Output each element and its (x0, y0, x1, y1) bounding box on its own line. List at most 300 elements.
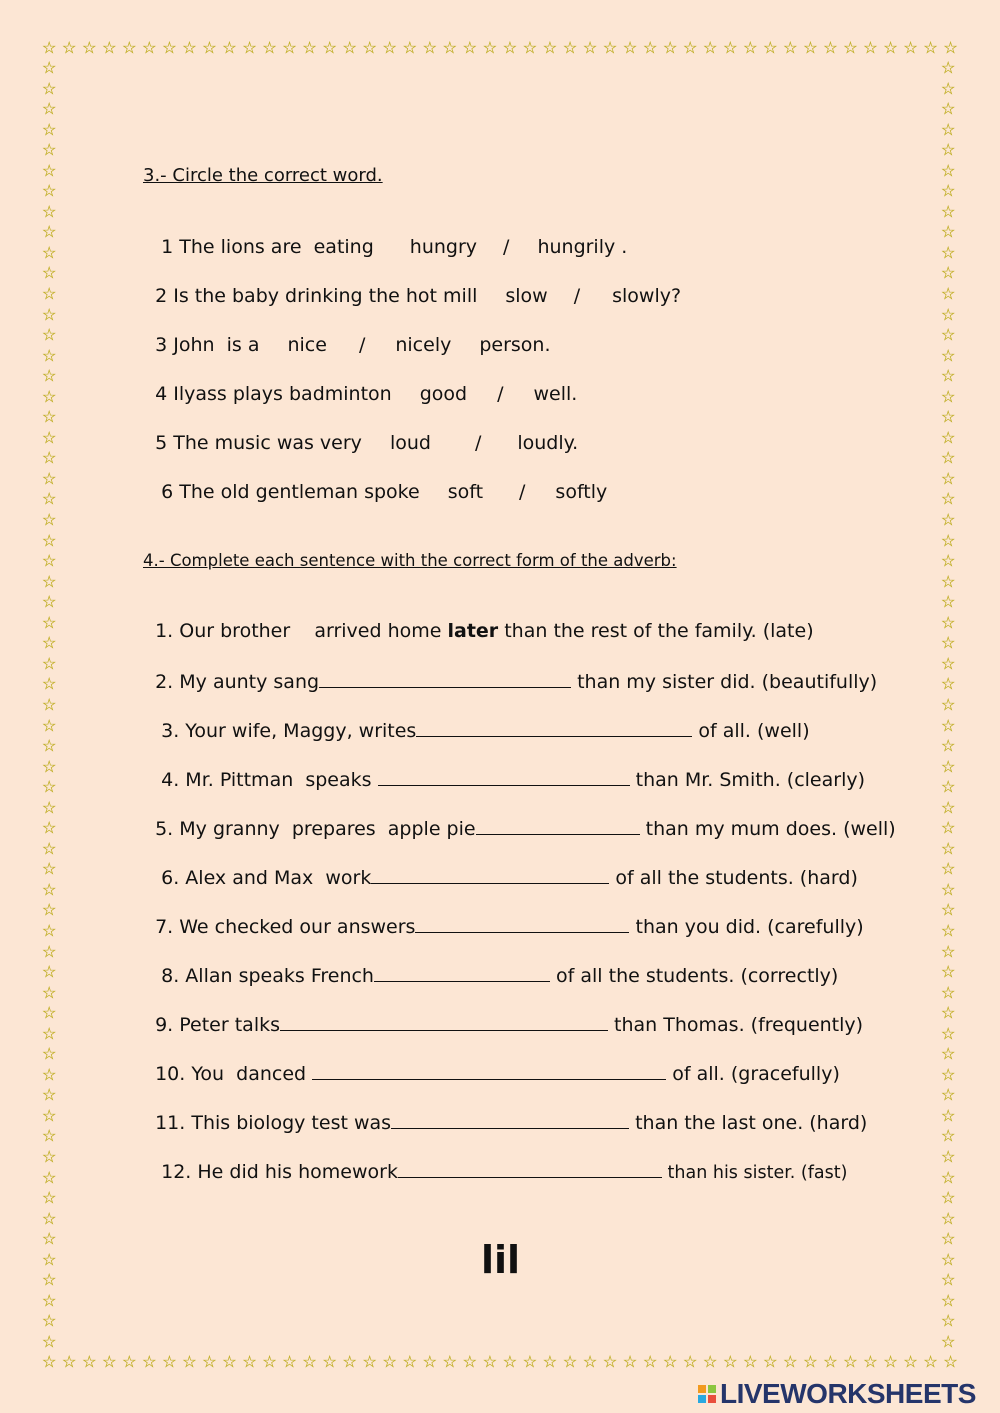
star-icon: ☆ (723, 1352, 738, 1371)
circle-item-text: 1 The lions are eating (155, 236, 374, 258)
separator: / (474, 432, 482, 454)
star-icon: ☆ (903, 38, 918, 57)
circle-item-4 (143, 361, 577, 405)
star-icon: ☆ (941, 242, 956, 262)
star-icon: ☆ (941, 345, 956, 365)
star-icon: ☆ (42, 1023, 57, 1043)
circle-item-5 (143, 410, 578, 454)
item-post: than Thomas. (frequently) (608, 1014, 864, 1036)
star-icon: ☆ (482, 38, 498, 57)
star-icon: ☆ (941, 1146, 956, 1166)
star-icon: ☆ (941, 736, 956, 756)
star-border-right (941, 60, 955, 1350)
star-icon: ☆ (422, 38, 437, 57)
option-b[interactable]: loudly. (517, 432, 579, 454)
star-icon: ☆ (42, 119, 57, 139)
complete-item-5 (143, 794, 896, 840)
star-icon: ☆ (582, 1352, 598, 1371)
item-post: than his sister. (fast) (661, 1163, 848, 1183)
star-icon: ☆ (941, 1229, 956, 1249)
separator: / (573, 285, 581, 307)
star-icon: ☆ (941, 427, 956, 447)
star-icon: ☆ (302, 1352, 317, 1371)
star-icon: ☆ (843, 38, 858, 57)
star-icon: ☆ (162, 38, 177, 57)
star-icon: ☆ (42, 1311, 57, 1331)
star-icon: ☆ (941, 181, 956, 201)
star-icon: ☆ (941, 140, 956, 160)
star-icon: ☆ (482, 1352, 498, 1371)
complete-item-8 (143, 941, 838, 987)
star-icon: ☆ (941, 510, 956, 530)
star-icon: ☆ (941, 571, 956, 591)
complete-item-6 (143, 843, 858, 889)
answer-blank[interactable] (415, 914, 629, 933)
item-post: of all the students. (correctly) (549, 965, 839, 987)
star-icon: ☆ (242, 38, 257, 57)
star-icon: ☆ (941, 1167, 956, 1187)
star-icon: ☆ (362, 38, 377, 57)
star-icon: ☆ (162, 1352, 177, 1371)
star-icon: ☆ (662, 1352, 678, 1371)
star-icon: ☆ (182, 1352, 197, 1371)
star-icon: ☆ (941, 612, 956, 632)
star-icon: ☆ (42, 1146, 57, 1166)
star-icon: ☆ (42, 530, 57, 550)
star-icon: ☆ (42, 756, 57, 776)
star-icon: ☆ (62, 38, 77, 57)
star-icon: ☆ (222, 38, 237, 57)
star-icon: ☆ (823, 38, 838, 57)
star-icon: ☆ (723, 38, 738, 57)
star-icon: ☆ (941, 325, 956, 345)
star-icon: ☆ (863, 38, 878, 57)
star-icon: ☆ (783, 1352, 798, 1371)
item-post: than you did. (carefully) (629, 916, 864, 938)
item-pre: 5. My granny prepares apple pie (155, 818, 476, 840)
star-icon: ☆ (42, 58, 57, 77)
star-icon: ☆ (542, 1352, 558, 1371)
star-icon: ☆ (42, 612, 57, 632)
star-icon: ☆ (941, 1270, 956, 1290)
item-pre: 3. Your wife, Maggy, writes (155, 720, 417, 742)
liveworksheets-brand[interactable] (698, 1378, 976, 1410)
answer-blank[interactable] (476, 816, 640, 835)
item-pre: 11. This biology test was (155, 1112, 392, 1134)
star-icon: ☆ (941, 1290, 956, 1310)
star-icon: ☆ (941, 838, 956, 858)
star-icon: ☆ (202, 1352, 217, 1371)
star-icon: ☆ (462, 38, 477, 57)
star-icon: ☆ (42, 797, 57, 817)
star-icon: ☆ (322, 1352, 337, 1371)
star-icon: ☆ (941, 448, 956, 468)
star-icon: ☆ (42, 448, 57, 468)
star-icon: ☆ (402, 38, 417, 57)
star-icon: ☆ (222, 1352, 237, 1371)
star-icon: ☆ (42, 366, 57, 386)
option-a[interactable]: loud (389, 432, 431, 454)
star-icon: ☆ (883, 38, 898, 57)
star-icon: ☆ (562, 38, 578, 57)
star-icon: ☆ (202, 38, 217, 57)
star-icon: ☆ (182, 38, 197, 57)
star-icon: ☆ (442, 38, 457, 57)
star-icon: ☆ (42, 777, 57, 797)
star-border-top (42, 40, 958, 56)
star-icon: ☆ (683, 1352, 698, 1371)
star-icon: ☆ (42, 325, 57, 345)
star-icon: ☆ (941, 366, 956, 386)
star-icon: ☆ (42, 1167, 57, 1187)
star-icon: ☆ (941, 386, 956, 406)
star-icon: ☆ (941, 1311, 956, 1331)
star-icon: ☆ (843, 1352, 858, 1371)
star-icon: ☆ (142, 38, 157, 57)
star-icon: ☆ (42, 1229, 57, 1249)
circle-item-2 (143, 263, 681, 307)
star-icon: ☆ (941, 263, 956, 283)
separator: / (519, 481, 526, 503)
star-icon: ☆ (42, 1290, 57, 1310)
star-icon: ☆ (42, 674, 57, 694)
option-b[interactable]: well. (533, 383, 578, 405)
star-icon: ☆ (941, 551, 956, 571)
star-icon: ☆ (42, 140, 57, 160)
star-icon: ☆ (941, 818, 956, 838)
star-icon: ☆ (42, 263, 57, 283)
star-icon: ☆ (941, 1331, 956, 1351)
star-icon: ☆ (941, 633, 956, 653)
star-icon: ☆ (42, 879, 57, 899)
star-icon: ☆ (763, 38, 778, 57)
star-icon: ☆ (941, 468, 956, 488)
item-post: than Mr. Smith. (clearly) (629, 769, 866, 791)
section3-heading: 3.- Circle the correct word. (143, 165, 383, 186)
answer-blank[interactable] (416, 718, 692, 737)
star-icon: ☆ (562, 1352, 578, 1371)
option-a[interactable]: slow (505, 285, 548, 307)
star-icon: ☆ (941, 674, 956, 694)
option-a[interactable]: soft (447, 481, 484, 503)
star-icon: ☆ (923, 1352, 938, 1371)
star-icon: ☆ (941, 222, 956, 242)
star-icon: ☆ (42, 1188, 57, 1208)
star-icon: ☆ (42, 160, 57, 180)
answer-blank[interactable] (391, 1110, 629, 1129)
star-icon: ☆ (402, 1352, 417, 1371)
star-icon: ☆ (941, 756, 956, 776)
star-icon: ☆ (82, 1352, 97, 1371)
star-icon: ☆ (42, 201, 57, 221)
star-icon: ☆ (42, 1085, 57, 1105)
circle-item-tail: person. (479, 334, 551, 356)
star-icon: ☆ (422, 1352, 437, 1371)
star-icon: ☆ (941, 920, 956, 940)
star-icon: ☆ (941, 201, 956, 221)
star-icon: ☆ (42, 1331, 57, 1351)
star-icon: ☆ (42, 653, 57, 673)
example-pre: 1. Our brother arrived home (155, 620, 448, 642)
separator: / (358, 334, 366, 356)
complete-item-3 (143, 696, 810, 742)
star-icon: ☆ (941, 407, 956, 427)
item-pre: 9. Peter talks (155, 1014, 280, 1036)
star-icon: ☆ (941, 119, 956, 139)
item-post: than my sister did. (beautifully) (571, 671, 878, 693)
star-icon: ☆ (941, 694, 956, 714)
star-icon: ☆ (42, 982, 57, 1002)
circle-item-text: 5 The music was very (155, 432, 362, 454)
star-icon: ☆ (683, 38, 698, 57)
star-icon: ☆ (42, 78, 57, 98)
star-icon: ☆ (783, 38, 798, 57)
star-icon: ☆ (502, 1352, 518, 1371)
star-icon: ☆ (941, 941, 956, 961)
star-icon: ☆ (42, 551, 57, 571)
item-post: of all. (well) (692, 720, 810, 742)
star-icon: ☆ (42, 1003, 57, 1023)
star-icon: ☆ (122, 38, 137, 57)
brand-name: LIVEWORKSHEETS (720, 1378, 976, 1409)
bottom-mark-text: lil (481, 1238, 521, 1282)
star-icon: ☆ (462, 1352, 477, 1371)
star-icon: ☆ (941, 1105, 956, 1125)
complete-item-7 (143, 892, 864, 938)
star-icon: ☆ (941, 653, 956, 673)
star-icon: ☆ (763, 1352, 778, 1371)
star-icon: ☆ (42, 304, 57, 324)
complete-item-10 (143, 1039, 840, 1085)
star-icon: ☆ (102, 1352, 117, 1371)
circle-item-3 (143, 312, 551, 356)
star-icon: ☆ (502, 38, 518, 57)
item-pre: 8. Allan speaks French (155, 965, 374, 987)
option-b[interactable]: nicely (395, 334, 452, 356)
star-icon: ☆ (943, 38, 958, 57)
star-icon: ☆ (42, 920, 57, 940)
star-icon: ☆ (42, 181, 57, 201)
star-icon: ☆ (42, 386, 57, 406)
item-pre: 7. We checked our answers (155, 916, 416, 938)
star-icon: ☆ (42, 1208, 57, 1228)
star-icon: ☆ (42, 962, 57, 982)
item-post: than my mum does. (well) (639, 818, 896, 840)
option-a[interactable]: good (419, 383, 468, 405)
separator: / (497, 383, 504, 405)
star-icon: ☆ (662, 38, 678, 57)
star-icon: ☆ (941, 1023, 956, 1043)
star-icon: ☆ (941, 58, 956, 77)
star-icon: ☆ (42, 592, 57, 612)
star-icon: ☆ (42, 345, 57, 365)
star-icon: ☆ (863, 1352, 878, 1371)
star-icon: ☆ (943, 1352, 958, 1371)
star-icon: ☆ (941, 160, 956, 180)
circle-item-text: 3 John is a (155, 334, 260, 356)
star-icon: ☆ (62, 1352, 77, 1371)
star-icon: ☆ (282, 38, 297, 57)
star-icon: ☆ (242, 1352, 257, 1371)
star-icon: ☆ (703, 1352, 718, 1371)
circle-item-text: 6 The old gentleman spoke (155, 481, 420, 503)
complete-item-12 (143, 1137, 847, 1183)
star-icon: ☆ (382, 38, 397, 57)
star-icon: ☆ (42, 468, 57, 488)
star-icon: ☆ (42, 900, 57, 920)
answer-blank[interactable] (378, 767, 630, 786)
option-a[interactable]: nice (287, 334, 327, 356)
star-icon: ☆ (941, 1249, 956, 1269)
star-icon: ☆ (803, 38, 818, 57)
star-icon: ☆ (42, 633, 57, 653)
star-icon: ☆ (42, 99, 57, 119)
star-icon: ☆ (522, 38, 538, 57)
star-icon: ☆ (941, 1126, 956, 1146)
item-post: of all the students. (hard) (609, 867, 858, 889)
option-a[interactable]: hungry (409, 236, 478, 258)
star-icon: ☆ (941, 1085, 956, 1105)
star-icon: ☆ (42, 941, 57, 961)
item-pre: 4. Mr. Pittman speaks (155, 769, 378, 791)
star-icon: ☆ (42, 489, 57, 509)
star-icon: ☆ (743, 38, 758, 57)
star-icon: ☆ (941, 1003, 956, 1023)
star-icon: ☆ (941, 962, 956, 982)
star-icon: ☆ (803, 1352, 818, 1371)
star-icon: ☆ (442, 1352, 457, 1371)
star-icon: ☆ (941, 859, 956, 879)
star-icon: ☆ (122, 1352, 137, 1371)
option-b[interactable]: softly (555, 481, 608, 503)
star-icon: ☆ (42, 694, 57, 714)
star-icon: ☆ (941, 530, 956, 550)
star-icon: ☆ (941, 1208, 956, 1228)
star-icon: ☆ (522, 1352, 538, 1371)
star-icon: ☆ (642, 1352, 658, 1371)
item-pre: 12. He did his homework (155, 1161, 398, 1183)
star-icon: ☆ (262, 38, 277, 57)
star-icon: ☆ (602, 1352, 618, 1371)
answer-blank[interactable] (371, 865, 609, 884)
complete-item-4 (143, 745, 865, 791)
answer-blank[interactable] (398, 1159, 662, 1178)
star-icon: ☆ (941, 879, 956, 899)
circle-item-6 (143, 459, 607, 503)
star-icon: ☆ (42, 1270, 57, 1290)
option-b[interactable]: slowly? (612, 285, 682, 307)
star-icon: ☆ (342, 38, 357, 57)
star-icon: ☆ (542, 38, 558, 57)
circle-item-text: 2 Is the baby drinking the hot mill (155, 285, 478, 307)
star-icon: ☆ (883, 1352, 898, 1371)
answer-blank[interactable] (312, 1061, 666, 1080)
star-border-bottom (42, 1354, 958, 1370)
item-post: than the last one. (hard) (629, 1112, 868, 1134)
star-icon: ☆ (82, 38, 97, 57)
example-post: than the rest of the family. (late) (498, 620, 814, 642)
star-icon: ☆ (941, 489, 956, 509)
star-icon: ☆ (703, 38, 718, 57)
star-icon: ☆ (42, 222, 57, 242)
star-icon: ☆ (42, 715, 57, 735)
star-icon: ☆ (941, 99, 956, 119)
star-icon: ☆ (642, 38, 658, 57)
star-icon: ☆ (42, 242, 57, 262)
complete-item-11 (143, 1088, 867, 1134)
example-answer: later (447, 620, 499, 642)
star-icon: ☆ (42, 1249, 57, 1269)
star-icon: ☆ (262, 1352, 277, 1371)
star-icon: ☆ (941, 304, 956, 324)
star-icon: ☆ (322, 38, 337, 57)
star-icon: ☆ (362, 1352, 377, 1371)
star-icon: ☆ (941, 1044, 956, 1064)
star-icon: ☆ (42, 1105, 57, 1125)
item-pre: 10. You danced (155, 1063, 313, 1085)
complete-item-2 (143, 647, 877, 693)
star-icon: ☆ (42, 736, 57, 756)
star-icon: ☆ (42, 1126, 57, 1146)
circle-item-text: 4 Ilyass plays badminton (155, 383, 392, 405)
star-icon: ☆ (42, 284, 57, 304)
star-icon: ☆ (622, 1352, 638, 1371)
section4-heading: 4.- Complete each sentence with the correct form of the adverb: (143, 551, 677, 570)
complete-item-9 (143, 990, 863, 1036)
star-icon: ☆ (302, 38, 317, 57)
separator: / (503, 236, 510, 258)
star-icon: ☆ (42, 571, 57, 591)
star-icon: ☆ (941, 900, 956, 920)
star-icon: ☆ (142, 1352, 157, 1371)
liveworksheets-logo-icon (698, 1385, 716, 1403)
star-icon: ☆ (42, 859, 57, 879)
star-icon: ☆ (382, 1352, 397, 1371)
star-icon: ☆ (102, 38, 117, 57)
star-icon: ☆ (42, 838, 57, 858)
star-icon: ☆ (622, 38, 638, 57)
star-icon: ☆ (743, 1352, 758, 1371)
star-icon: ☆ (42, 510, 57, 530)
star-icon: ☆ (42, 818, 57, 838)
circle-item-1 (143, 214, 627, 258)
star-icon: ☆ (282, 1352, 297, 1371)
star-icon: ☆ (941, 982, 956, 1002)
star-icon: ☆ (42, 427, 57, 447)
star-icon: ☆ (941, 777, 956, 797)
star-icon: ☆ (42, 1044, 57, 1064)
star-icon: ☆ (42, 1064, 57, 1084)
star-icon: ☆ (941, 592, 956, 612)
option-b[interactable]: hungrily . (537, 236, 628, 258)
star-icon: ☆ (42, 1352, 57, 1371)
star-icon: ☆ (582, 38, 598, 57)
star-icon: ☆ (941, 715, 956, 735)
star-icon: ☆ (941, 284, 956, 304)
complete-example (143, 598, 814, 642)
star-icon: ☆ (923, 38, 938, 57)
answer-blank[interactable] (374, 963, 550, 982)
star-icon: ☆ (941, 1188, 956, 1208)
answer-blank[interactable] (319, 669, 571, 688)
star-icon: ☆ (42, 38, 57, 57)
star-icon: ☆ (941, 797, 956, 817)
star-icon: ☆ (42, 407, 57, 427)
item-pre: 2. My aunty sang (155, 671, 320, 693)
star-border-left (42, 60, 56, 1350)
answer-blank[interactable] (280, 1012, 608, 1031)
star-icon: ☆ (903, 1352, 918, 1371)
